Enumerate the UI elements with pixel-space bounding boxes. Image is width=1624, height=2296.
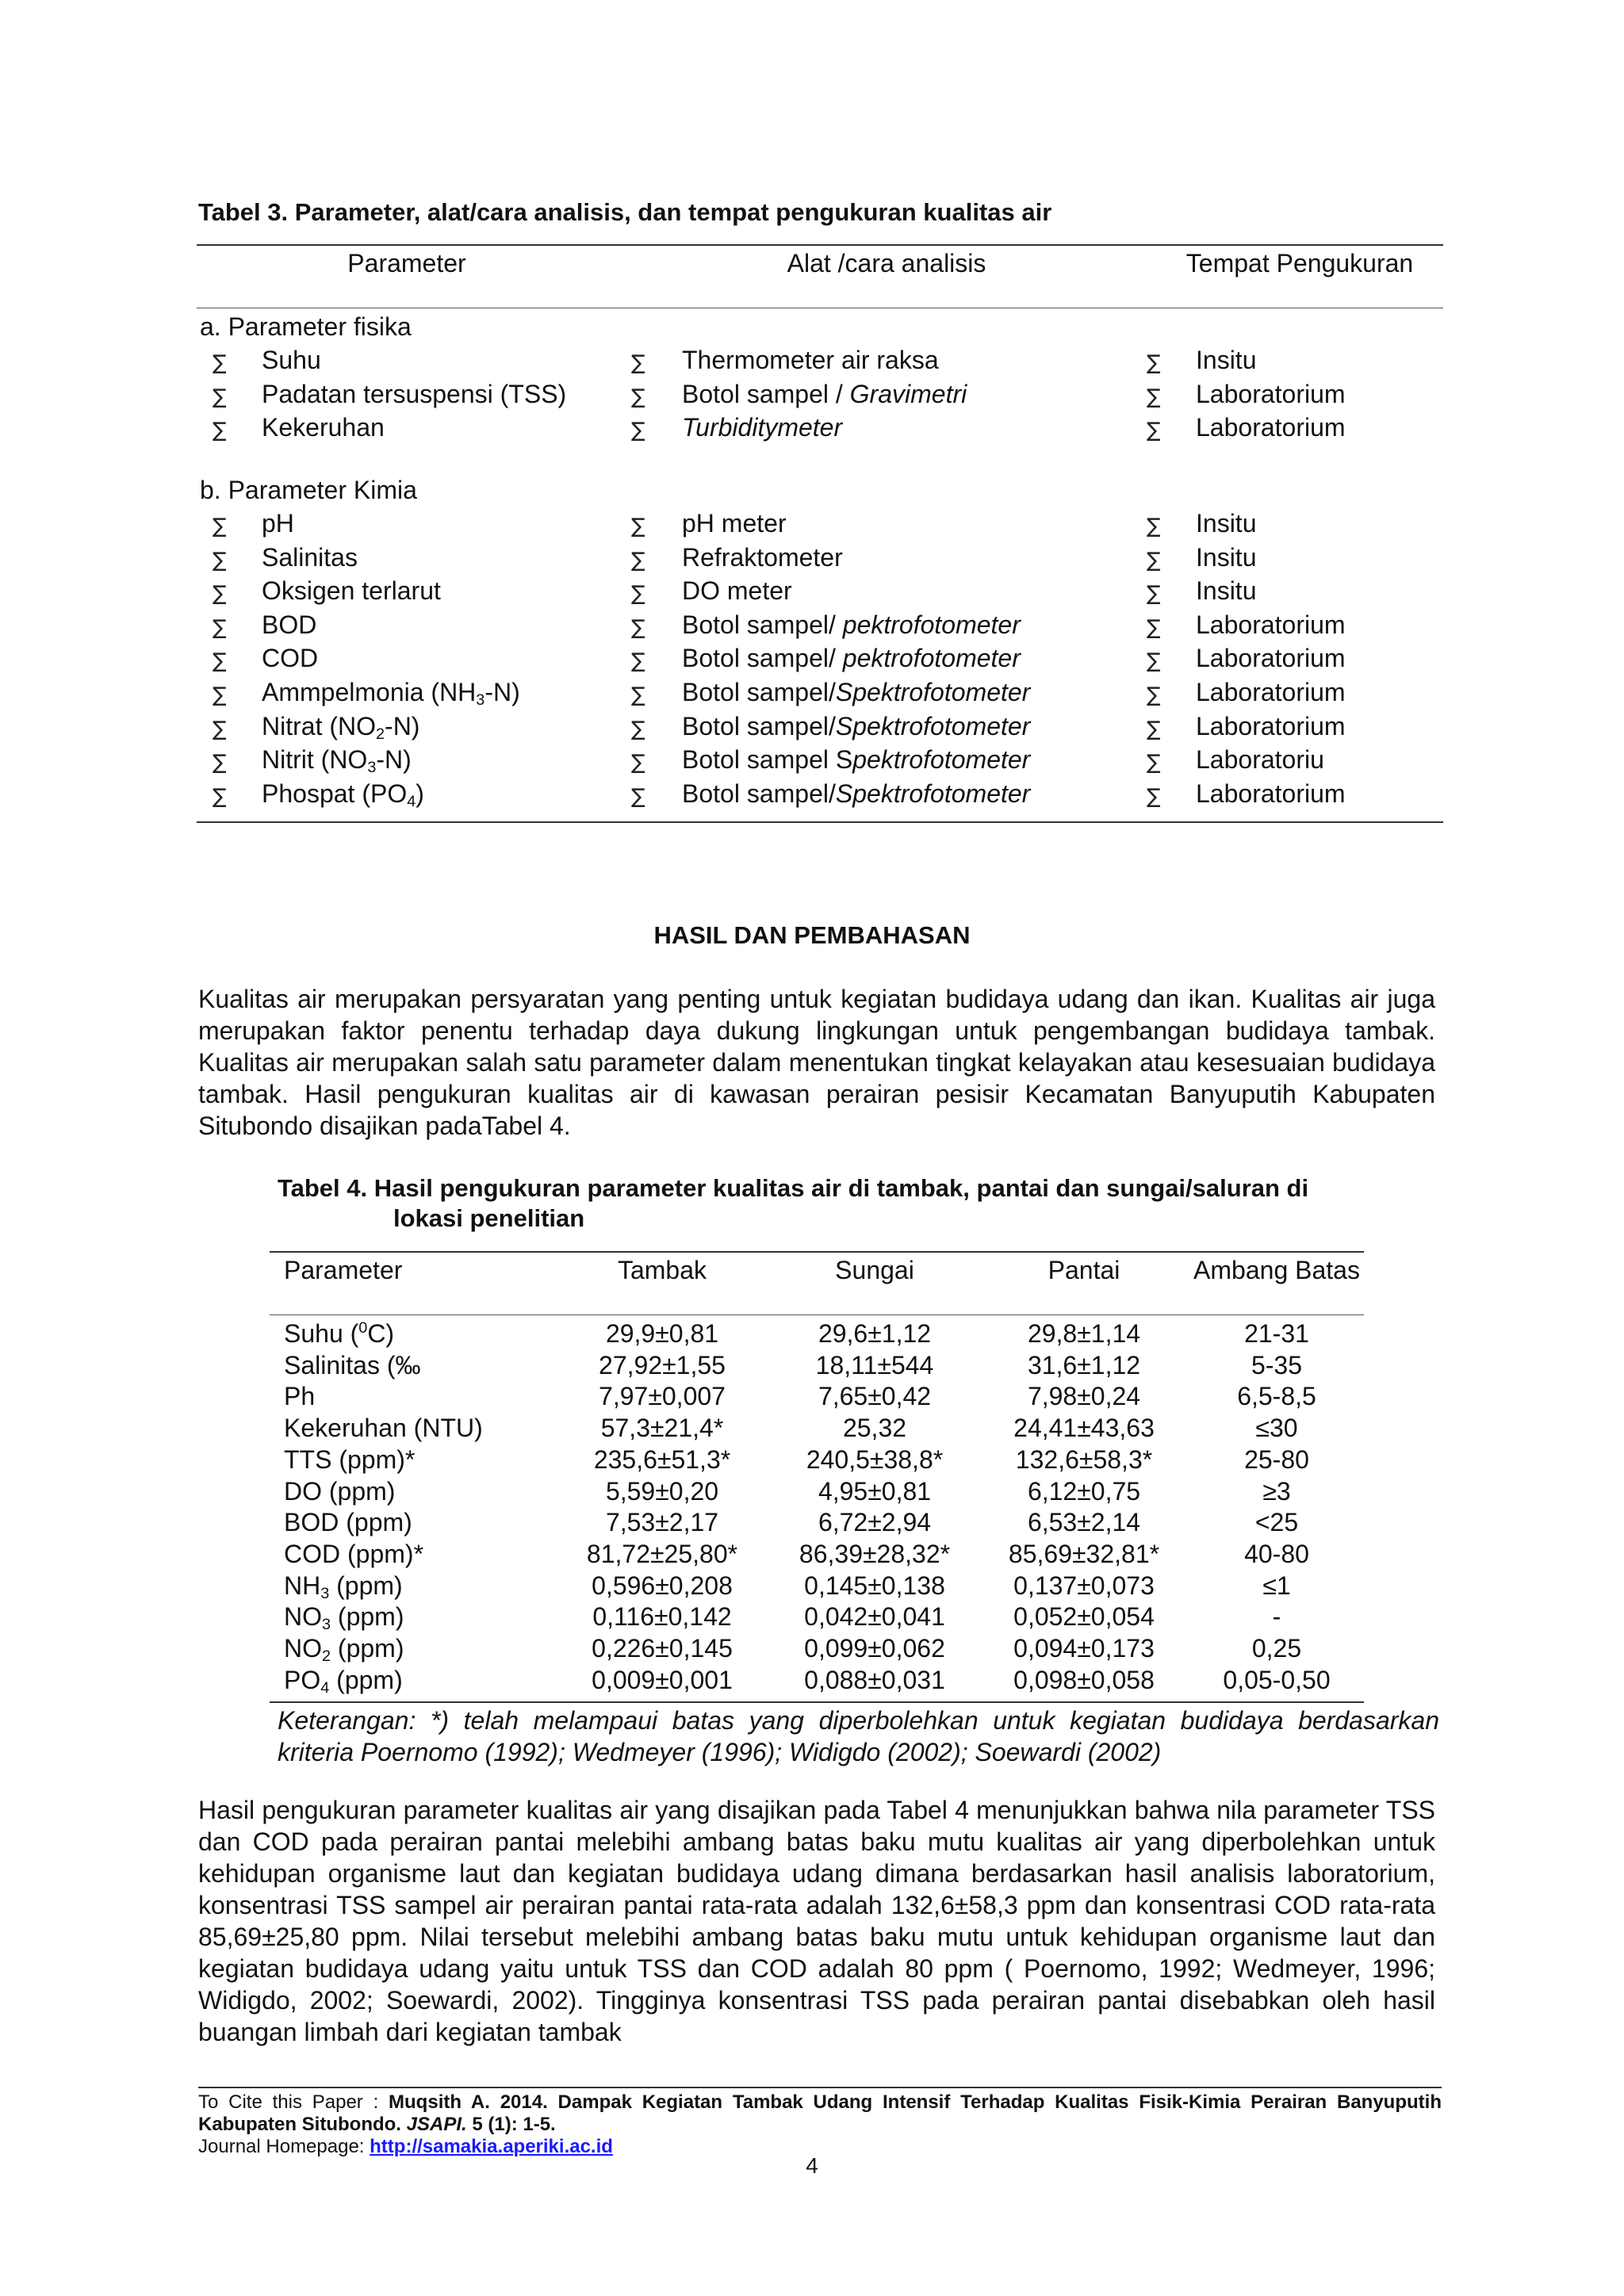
bullet-icon: ∑ (631, 784, 645, 809)
t4-row (0, 1380, 1624, 1412)
t4-tambak: 0,116±0,142 (592, 1602, 732, 1632)
t4-pantai: 31,6±1,12 (1027, 1350, 1141, 1380)
t4-tambak: 81,72±25,80* (586, 1539, 738, 1568)
table4-caption-line2: lokasi penelitian (393, 1204, 585, 1232)
t4-tambak: 0,226±0,145 (592, 1634, 733, 1663)
t3-alat: Refraktometer (682, 542, 843, 572)
t3-row (0, 710, 1624, 744)
bullet-icon: ∑ (631, 582, 645, 607)
t4-pantai: 132,6±58,3* (1015, 1445, 1153, 1474)
t4-parameter: DO (ppm) (284, 1476, 396, 1506)
citation-footer (198, 2091, 1442, 2158)
t4-sungai: 6,72±2,94 (818, 1508, 932, 1537)
bullet-icon: ∑ (1147, 582, 1161, 607)
t3-row (0, 609, 1624, 642)
table3-top-rule (197, 244, 1443, 246)
t4-row (0, 1412, 1624, 1444)
table4-top-rule (270, 1251, 1364, 1253)
t4-sungai: 4,95±0,81 (818, 1476, 932, 1506)
t4-parameter: TTS (ppm)* (284, 1445, 416, 1474)
bullet-icon: ∑ (213, 419, 227, 443)
cite-journal: JSAPI. (406, 2114, 467, 2135)
table4-caption (278, 1173, 1439, 1234)
t4-tambak: 0,009±0,001 (592, 1665, 733, 1694)
t3-parameter: Suhu (262, 346, 321, 374)
t4-ambang: 21-31 (1244, 1319, 1309, 1348)
homepage-link[interactable]: http://samakia.aperiki.ac.id (370, 2136, 613, 2157)
bullet-icon: ∑ (213, 683, 227, 707)
t4-ambang: ≤1 (1262, 1571, 1291, 1600)
t4-sungai: 240,5±38,8* (806, 1445, 944, 1474)
t3-alat: Botol sampel/Spektrofotometer (682, 779, 1031, 808)
t4-row (0, 1444, 1624, 1475)
t4-parameter: Suhu ($^0$C) (284, 1319, 395, 1348)
bullet-icon: ∑ (1147, 548, 1161, 572)
t3-row (0, 642, 1624, 675)
t3-alat: Botol sampel/ pektrofotometer (682, 610, 1021, 639)
cite-text: Muqsith A. 2014. Dampak Kegiatan Tambak Udang Intensif Terhadap Kualitas Fisik-Kimia Perairan Banyuputih Kabupaten Situbondo. (198, 2091, 1442, 2135)
t4-parameter: $PO_4$ (ppm) (284, 1665, 403, 1697)
paragraph-discussion: Hasil pengukuran parameter kualitas air yang disajikan pada Tabel 4 menunjukkan bahwa nila parameter TSS dan COD pada perairan pantai melebihi ambang batas baku mutu kualitas air yang diperbolehkan untuk kehidupan organisme laut dan kegiatan budidaya udang dimana berdasarkan hasil analisis laboratorium, konsentrasi TSS sampel air perairan pantai rata-rata adalah 132,6±58,3 ppm dan konsentrasi COD rata-rata 85,69±25,80 ppm. Nilai tersebut melebihi ambang batas baku mutu untuk kehidupan organisme laut dan kegiatan budidaya udang yaitu untuk TSS dan COD adalah 80 ppm ( Poernomo, 1992; Wedmeyer, 1996; Widigdo, 2002; Soewardi, 2002). Tingginya konsentrasi TSS pada perairan pantai disebabkan oleh hasil buangan limbah dari kegiatan tambak (198, 1796, 1435, 2046)
paragraph-intro: Kualitas air merupakan persyaratan yang penting untuk kegiatan budidaya udang dan ikan. Kualitas air juga merupakan faktor penentu terhadap daya dukung lingkungan untuk pengembangan budidaya tambak. Kualitas air merupakan salah satu parameter dalam menentukan tingkat kelayakan atau kesesuaian budidaya tambak. Hasil pengukuran kualitas air di kawasan perairan pesisir Kecamatan Banyuputih Kabupaten Situbondo disajikan padaTabel 4. (198, 985, 1435, 1140)
t3-tempat: Insitu (1196, 576, 1257, 606)
bullet-icon: ∑ (1147, 649, 1161, 674)
t4-ambang: - (1272, 1602, 1281, 1632)
t3-tempat: Laboratorium (1196, 711, 1346, 740)
t4-ambang: ≥3 (1262, 1476, 1291, 1506)
t4-sungai: 0,099±0,062 (804, 1634, 945, 1663)
t3-row (0, 344, 1624, 377)
t3-row (0, 541, 1624, 575)
t3-parameter: Nitrat $(NO_2-N)$ (262, 711, 420, 743)
t4-parameter: $NO_3$ (ppm) (284, 1602, 404, 1634)
bullet-icon: ∑ (1147, 717, 1161, 741)
t4-sungai: 29,6±1,12 (818, 1319, 932, 1348)
table3-caption: Tabel 3. Parameter, alat/cara analisis, dan tempat pengukuran kualitas air (198, 198, 1052, 226)
t3-alat: Botol sampel/Spektrofotometer (682, 711, 1031, 740)
t4-pantai: 0,137±0,073 (1013, 1571, 1155, 1600)
t3-alat: DO meter (682, 576, 792, 606)
t4-row (0, 1318, 1624, 1349)
t4-ambang: 0,05-0,50 (1223, 1665, 1331, 1694)
t4-tambak: 27,92±1,55 (599, 1350, 726, 1380)
bullet-icon: ∑ (631, 351, 645, 375)
t4-sungai: 86,39±28,32* (799, 1539, 951, 1568)
t4-parameter: $NH_3$ (ppm) (284, 1571, 403, 1602)
cite-volume: 5 (1): 1-5. (466, 2114, 556, 2135)
bullet-icon: ∑ (213, 615, 227, 640)
t4-tambak: 5,59±0,20 (605, 1476, 719, 1506)
table4-caption-line1: Tabel 4. Hasil pengukuran parameter kualitas air di tambak, pantai dan sungai/saluran di (278, 1174, 1309, 1202)
t3-parameter: Kekeruhan (262, 413, 385, 442)
bullet-icon: ∑ (213, 751, 227, 775)
t4-sungai: 0,145±0,138 (804, 1571, 945, 1600)
t3-tempat: Laboratorium (1196, 779, 1346, 808)
bullet-icon: ∑ (1147, 385, 1161, 409)
bullet-icon: ∑ (1147, 515, 1161, 538)
t3-tempat: Insitu (1196, 542, 1257, 572)
bullet-icon: ∑ (213, 515, 227, 538)
t4-parameter: Ph (284, 1382, 316, 1411)
t4-row (0, 1349, 1624, 1381)
t4-ambang: <25 (1254, 1508, 1299, 1537)
table3-section-kimia: b. Parameter Kimia (200, 476, 417, 504)
table4-bottom-rule (270, 1701, 1364, 1703)
bullet-icon: ∑ (631, 515, 645, 538)
bullet-icon: ∑ (1147, 683, 1161, 707)
t3-parameter: Oksigen terlarut (262, 576, 441, 606)
bullet-icon: ∑ (213, 717, 227, 741)
table3-bottom-rule (197, 821, 1443, 823)
t4-row (0, 1601, 1624, 1632)
t3-parameter: Padatan tersuspensi (TSS) (262, 379, 567, 408)
t3-tempat: Insitu (1196, 509, 1257, 538)
cite-label: To Cite this Paper : (198, 2091, 389, 2113)
table3-header-parameter: Parameter (347, 249, 466, 277)
t4-tambak: 57,3±21,4* (600, 1414, 724, 1443)
bullet-icon: ∑ (631, 683, 645, 707)
t3-parameter: Phospat $(PO_4)$ (262, 779, 424, 810)
bullet-icon: ∑ (631, 548, 645, 572)
bullet-icon: ∑ (631, 385, 645, 409)
footer-rule (198, 2087, 1442, 2088)
t4-tambak: 235,6±51,3* (593, 1445, 731, 1474)
t3-row (0, 411, 1624, 445)
t3-row (0, 778, 1624, 811)
table4-header-ambang: Ambang Batas (1193, 1256, 1360, 1284)
t3-alat: Turbiditymeter (682, 413, 843, 442)
t3-parameter: BOD (262, 610, 317, 639)
t4-pantai: 24,41±43,63 (1013, 1414, 1155, 1443)
t4-row (0, 1538, 1624, 1570)
bullet-icon: ∑ (213, 582, 227, 607)
bullet-icon: ∑ (1147, 419, 1161, 443)
table4-header-rule (270, 1314, 1364, 1315)
t3-row (0, 575, 1624, 608)
table3-section-fisika: a. Parameter fisika (200, 312, 412, 341)
t3-parameter: pH (262, 509, 294, 538)
t3-row (0, 378, 1624, 411)
t3-tempat: Laboratorium (1196, 678, 1346, 706)
bullet-icon: ∑ (213, 351, 227, 375)
table4-header-parameter: Parameter (284, 1256, 403, 1284)
t4-row (0, 1632, 1624, 1664)
t4-parameter: Kekeruhan (NTU) (284, 1414, 483, 1443)
t3-tempat: Laboratorium (1196, 413, 1346, 442)
t4-ambang: 25-80 (1244, 1445, 1309, 1474)
t4-ambang: ≤30 (1255, 1414, 1298, 1443)
t4-sungai: 0,042±0,041 (804, 1602, 945, 1632)
t4-row (0, 1475, 1624, 1507)
t4-tambak: 7,97±0,007 (599, 1382, 726, 1411)
t4-ambang: 40-80 (1244, 1539, 1309, 1568)
t3-alat: Botol sampel/ pektrofotometer (682, 644, 1021, 673)
t4-row (0, 1664, 1624, 1696)
t3-alat: pH meter (682, 509, 787, 538)
t4-pantai: 0,094±0,173 (1013, 1634, 1155, 1663)
t3-parameter: Salinitas (262, 542, 358, 572)
table4-note: Keterangan: *) telah melampaui batas yang diperbolehkan untuk kegiatan budidaya berdasarkan kriteria Poernomo (1992); Wedmeyer (1996); Widigdo (2002); Soewardi (2002) (278, 1706, 1439, 1766)
t4-pantai: 29,8±1,14 (1027, 1319, 1141, 1348)
bullet-icon: ∑ (1147, 784, 1161, 809)
t3-alat: Botol sampel/Spektrofotometer (682, 678, 1031, 706)
t3-tempat: Insitu (1196, 346, 1257, 374)
table4-header-tambak: Tambak (617, 1256, 707, 1284)
t4-tambak: 29,9±0,81 (605, 1319, 719, 1348)
bullet-icon: ∑ (631, 751, 645, 775)
table3-header-alat: Alat /cara analisis (787, 249, 986, 277)
bullet-icon: ∑ (213, 649, 227, 674)
t4-sungai: 18,11±544 (815, 1350, 934, 1380)
t4-parameter: $NO_2$ (ppm) (284, 1634, 404, 1665)
t4-pantai: 7,98±0,24 (1027, 1382, 1141, 1411)
t3-tempat: Laboratorium (1196, 610, 1346, 639)
t4-pantai: 0,052±0,054 (1013, 1602, 1155, 1632)
t4-ambang: 5-35 (1251, 1350, 1303, 1380)
bullet-icon: ∑ (631, 649, 645, 674)
t3-parameter: Nitrit $(NO_3-N)$ (262, 745, 412, 777)
bullet-icon: ∑ (631, 419, 645, 443)
t3-tempat: Laboratoriu (1196, 745, 1324, 775)
table4-header-pantai: Pantai (1048, 1256, 1120, 1284)
t4-pantai: 0,098±0,058 (1013, 1665, 1155, 1694)
t4-pantai: 85,69±32,81* (1008, 1539, 1160, 1568)
t3-tempat: Laboratorium (1196, 379, 1346, 408)
t4-row (0, 1570, 1624, 1601)
t3-row (0, 744, 1624, 777)
t4-parameter: Salinitas (‰ (284, 1350, 421, 1380)
table3-header-tempat: Tempat Pengukuran (1185, 249, 1414, 277)
section-heading: HASIL DAN PEMBAHASAN (653, 921, 971, 949)
t4-parameter: BOD (ppm) (284, 1508, 412, 1537)
bullet-icon: ∑ (213, 385, 227, 409)
t4-sungai: 25,32 (842, 1414, 907, 1443)
t4-tambak: 0,596±0,208 (592, 1571, 733, 1600)
t4-tambak: 7,53±2,17 (605, 1508, 719, 1537)
t4-row (0, 1506, 1624, 1538)
table4-header-sungai: Sungai (835, 1256, 914, 1284)
t3-alat: Botol sampel / Gravimetri (682, 379, 967, 408)
homepage-label: Journal Homepage: (198, 2136, 370, 2157)
t4-ambang: 0,25 (1251, 1634, 1302, 1663)
bullet-icon: ∑ (631, 615, 645, 640)
t3-row (0, 507, 1624, 541)
t3-alat: Thermometer air raksa (682, 346, 939, 374)
t3-parameter: COD (262, 644, 319, 673)
bullet-icon: ∑ (1147, 751, 1161, 775)
bullet-icon: ∑ (213, 548, 227, 572)
bullet-icon: ∑ (213, 784, 227, 809)
t3-row (0, 676, 1624, 710)
t4-sungai: 0,088±0,031 (804, 1665, 945, 1694)
t4-parameter: COD (ppm)* (284, 1539, 424, 1568)
page-number: 4 (806, 2153, 818, 2178)
t3-alat: Botol sampel Spektrofotometer (682, 745, 1031, 775)
t4-sungai: 7,65±0,42 (818, 1382, 932, 1411)
bullet-icon: ∑ (1147, 615, 1161, 640)
t3-parameter: Ammpelmonia $(NH_3-N)$ (262, 678, 520, 709)
t3-tempat: Laboratorium (1196, 644, 1346, 673)
t4-pantai: 6,12±0,75 (1027, 1476, 1141, 1506)
t4-pantai: 6,53±2,14 (1027, 1508, 1141, 1537)
bullet-icon: ∑ (1147, 351, 1161, 375)
bullet-icon: ∑ (631, 717, 645, 741)
t4-ambang: 6,5-8,5 (1237, 1382, 1316, 1411)
